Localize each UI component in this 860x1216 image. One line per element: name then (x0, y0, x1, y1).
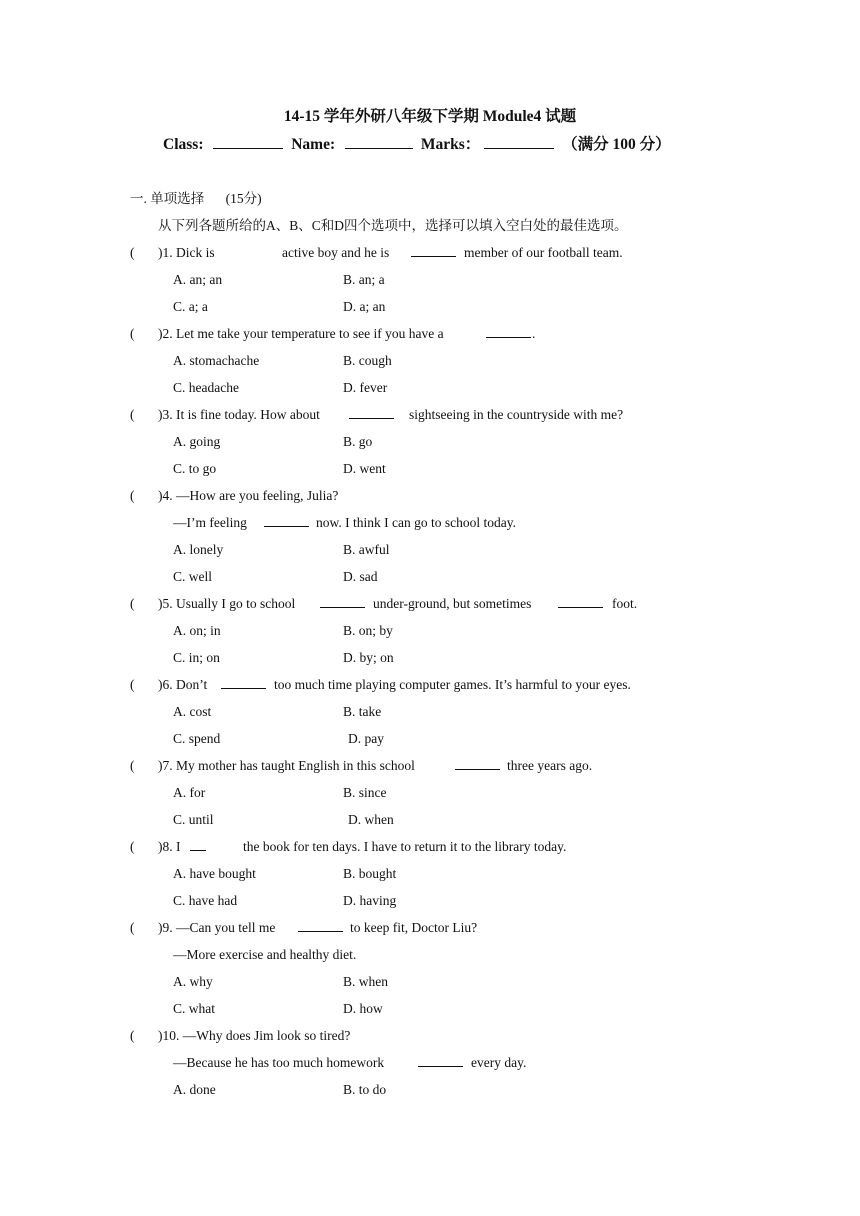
answer-paren: ( (130, 245, 135, 260)
options-row (0, 783, 860, 803)
option-c: C. have had (173, 893, 238, 908)
answer-paren: ( (130, 1028, 135, 1043)
class-label: Class: (163, 136, 204, 153)
question-3 (0, 405, 860, 425)
answer-paren: ( (130, 596, 135, 611)
option-c: C. headache (173, 380, 239, 395)
question-text: foot. (612, 596, 638, 611)
question-9 (0, 918, 860, 938)
question-text: too much time playing computer games. It’s harmful to your eyes. (274, 677, 631, 692)
option-b: B. on; by (343, 623, 393, 638)
answer-blank (264, 513, 309, 527)
option-d: D. fever (343, 380, 388, 395)
options-row (0, 810, 860, 830)
option-c: C. spend (173, 731, 221, 746)
answer-blank (349, 405, 394, 419)
options-row (0, 864, 860, 884)
options-row (0, 540, 860, 560)
option-b: B. when (343, 974, 388, 989)
answer-paren: ( (130, 839, 135, 854)
option-a: A. stomachache (173, 353, 260, 368)
option-c: C. a; a (173, 299, 208, 314)
section-instruction: 从下列各题所给的A、B、C和D四个选项中，选择可以填入空白处的最佳选项。 (158, 218, 628, 233)
answer-paren: ( (130, 488, 135, 503)
option-c: C. to go (173, 461, 217, 476)
question-5 (0, 594, 860, 614)
section-points: (15分) (225, 191, 262, 206)
question-9-line-2 (0, 945, 860, 965)
option-a: A. for (173, 785, 206, 800)
answer-paren: ( (130, 326, 135, 341)
question-text: . (532, 326, 536, 341)
option-d: D. pay (348, 731, 384, 746)
answer-blank (455, 756, 500, 770)
question-1 (0, 243, 860, 263)
option-b: B. since (343, 785, 387, 800)
option-d: D. when (348, 812, 394, 827)
option-c: C. what (173, 1001, 215, 1016)
option-b: B. awful (343, 542, 390, 557)
options-row (0, 1080, 860, 1100)
answer-blank (486, 324, 531, 338)
question-6 (0, 675, 860, 695)
option-d: D. a; an (343, 299, 386, 314)
question-text: three years ago. (507, 758, 593, 773)
options-row (0, 999, 860, 1019)
answer-paren: ( (130, 758, 135, 773)
option-b: B. to do (343, 1082, 387, 1097)
question-text: the book for ten days. I have to return it to the library today. (243, 839, 567, 854)
option-b: B. take (343, 704, 382, 719)
question-text: )7. My mother has taught English in this school (158, 758, 415, 773)
question-text: )3. It is fine today. How about (158, 407, 320, 422)
options-row (0, 621, 860, 641)
options-row (0, 297, 860, 317)
option-a: A. have bought (173, 866, 256, 881)
option-a: A. cost (173, 704, 212, 719)
options-row (0, 432, 860, 452)
answer-blank (558, 594, 603, 608)
answer-paren: ( (130, 407, 135, 422)
options-row (0, 972, 860, 992)
question-text: )6. Don’t (158, 677, 208, 692)
question-text: )5. Usually I go to school (158, 596, 296, 611)
question-4 (0, 486, 860, 506)
option-c: C. well (173, 569, 212, 584)
options-row (0, 567, 860, 587)
option-d: D. sad (343, 569, 378, 584)
question-2 (0, 324, 860, 344)
question-10-line-2 (0, 1053, 860, 1073)
marks-blank (484, 134, 554, 149)
answer-paren: ( (130, 920, 135, 935)
class-blank (213, 134, 283, 149)
options-row (0, 648, 860, 668)
section-heading (130, 189, 262, 209)
answer-blank (221, 675, 266, 689)
answer-paren: ( (130, 677, 135, 692)
question-text: )8. I (158, 839, 181, 854)
options-row (0, 729, 860, 749)
options-row (0, 891, 860, 911)
option-d: D. how (343, 1001, 383, 1016)
options-row (0, 351, 860, 371)
question-text: under-ground, but sometimes (373, 596, 532, 611)
question-7 (0, 756, 860, 776)
option-a: A. done (173, 1082, 216, 1097)
marks-label: Marks： (420, 136, 481, 153)
option-d: D. having (343, 893, 397, 908)
question-text: —More exercise and healthy diet. (173, 947, 357, 962)
question-text: —I’m feeling (173, 515, 247, 530)
question-text: now. I think I can go to school today. (316, 515, 516, 530)
section-title: 一. 单项选择 (130, 191, 205, 206)
exam-info-line (163, 134, 671, 156)
name-label: Name: (291, 136, 336, 153)
question-text: )10. —Why does Jim look so tired? (158, 1028, 351, 1043)
options-row (0, 459, 860, 479)
option-a: A. on; in (173, 623, 221, 638)
options-row (0, 702, 860, 722)
answer-blank (418, 1053, 463, 1067)
question-text: member of our football team. (464, 245, 623, 260)
question-text: active boy and he is (282, 245, 390, 260)
question-8 (0, 837, 860, 857)
option-b: B. go (343, 434, 373, 449)
options-row (0, 378, 860, 398)
answer-blank (320, 594, 365, 608)
option-a: A. an; an (173, 272, 223, 287)
option-c: C. until (173, 812, 214, 827)
option-d: D. by; on (343, 650, 394, 665)
answer-blank (411, 243, 456, 257)
option-d: D. went (343, 461, 386, 476)
option-a: A. lonely (173, 542, 224, 557)
option-c: C. in; on (173, 650, 220, 665)
option-a: A. why (173, 974, 213, 989)
question-text: every day. (471, 1055, 527, 1070)
question-text: )9. —Can you tell me (158, 920, 276, 935)
question-text: )4. —How are you feeling, Julia? (158, 488, 339, 503)
option-b: B. bought (343, 866, 397, 881)
question-text: to keep fit, Doctor Liu? (350, 920, 478, 935)
name-blank (345, 134, 413, 149)
question-text: sightseeing in the countryside with me? (409, 407, 624, 422)
option-b: B. cough (343, 353, 392, 368)
options-row (0, 270, 860, 290)
answer-blank (298, 918, 343, 932)
question-text: )2. Let me take your temperature to see if you have a (158, 326, 444, 341)
answer-blank (190, 837, 206, 851)
question-text: —Because he has too much homework (173, 1055, 385, 1070)
full-marks: （满分 100 分） (562, 136, 671, 153)
question-10 (0, 1026, 860, 1046)
question-4-line-2 (0, 513, 860, 533)
exam-title: 14-15 学年外研八年级下学期 Module4 试题 (283, 108, 577, 125)
question-text: )1. Dick is (158, 245, 215, 260)
option-a: A. going (173, 434, 221, 449)
option-b: B. an; a (343, 272, 385, 287)
